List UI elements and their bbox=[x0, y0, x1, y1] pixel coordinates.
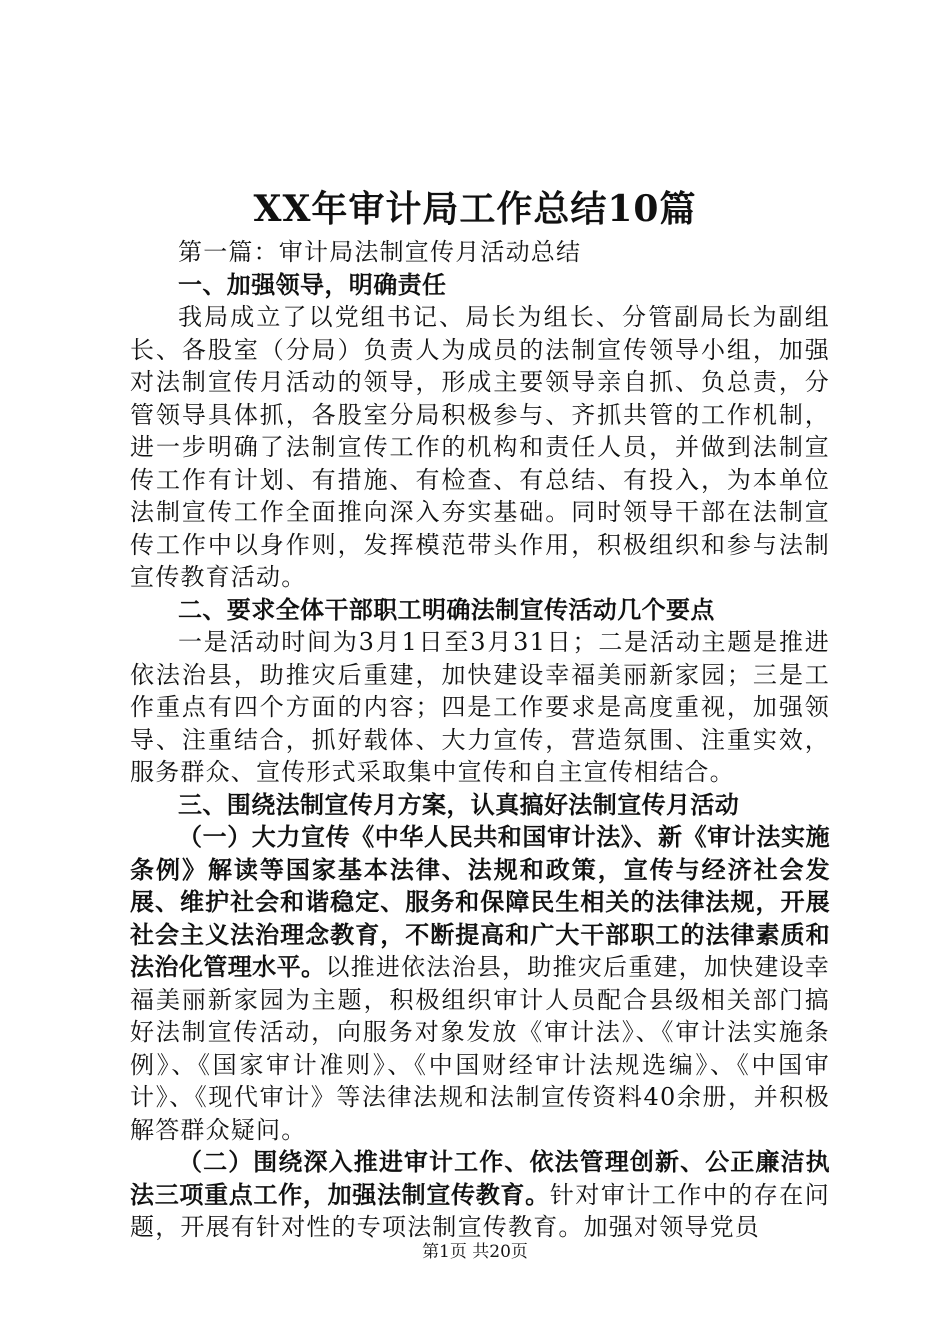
section-2-paragraph: 一是活动时间为3月1日至3月31日；二是活动主题是推进依法治县，助推灾后重建，加快建设幸福美丽新家园；三是工作重点有四个方面的内容；四是工作要求是高度重视，加强领导、注重结合，抓好载体、大力宣传，营造氛围、注重实效，服务群众、宣传形式采取集中宣传和自主宣传相结合。 bbox=[130, 628, 830, 786]
part-heading: 第一篇：审计局法制宣传月活动总结 bbox=[178, 238, 582, 266]
item-1-text: 以推进依法治县，助推灾后重建，加快建设幸福美丽新家园为主题，积极组织审计人员配合县级相关部门搞好法制宣传活动，向服务对象发放《审计法》、《审计法实施条例》、《国家审计准则》、《中国财经审计法规选编》、《中国审计》、《现代审计》等法律法规和法制宣传资料40余册，并积极解答群众疑问。 bbox=[130, 953, 830, 1144]
section-3-heading: 三、围绕法制宣传月方案，认真搞好法制宣传月活动 bbox=[178, 790, 740, 819]
item-1-paragraph bbox=[130, 821, 830, 1146]
item-2-paragraph bbox=[130, 1146, 830, 1244]
section-1-paragraph: 我局成立了以党组书记、局长为组长、分管副局长为副组长、各股室（分局）负责人为成员的法制宣传领导小组，加强对法制宣传月活动的领导，形成主要领导亲自抓、负总责，分管领导具体抓，各股室分局积极参与、齐抓共管的工作机制，进一步明确了法制宣传工作的机构和责任人员，并做到法制宣传工作有计划、有措施、有检查、有总结、有投入，为本单位法制宣传工作全面推向深入夯实基础。同时领导干部在法制宣传工作中以身作则，发挥模范带头作用，积极组织和参与法制宣传教育活动。 bbox=[130, 303, 830, 591]
item-2-text: 针对审计工作中的存在问题，开展有针对性的专项法制宣传教育。加强对领导党员 bbox=[130, 1180, 830, 1241]
item-1-bold-lead: （一）大力宣传《中华人民共和国审计法》、新《审计法实施条例》解读等国家基本法律、法规和政策，宣传与经济社会发展、维护社会和谐稳定、服务和保障民生相关的法律法规，开展社会主义法治理念教育，不断提高和广大干部职工的法律素质和法治化管理水平。 bbox=[130, 823, 830, 981]
item-2-bold-lead: （二）围绕深入推进审计工作、依法管理创新、公正廉洁执法三项重点工作，加强法制宣传教育。 bbox=[130, 1148, 830, 1209]
section-2-heading: 二、要求全体干部职工明确法制宣传活动几个要点 bbox=[178, 595, 715, 624]
document-title: XX年审计局工作总结10篇 bbox=[253, 188, 697, 230]
section-1-heading: 一、加强领导，明确责任 bbox=[178, 270, 447, 299]
document-body bbox=[130, 236, 830, 1244]
page-footer: 第1页 共20页 bbox=[422, 1242, 528, 1262]
